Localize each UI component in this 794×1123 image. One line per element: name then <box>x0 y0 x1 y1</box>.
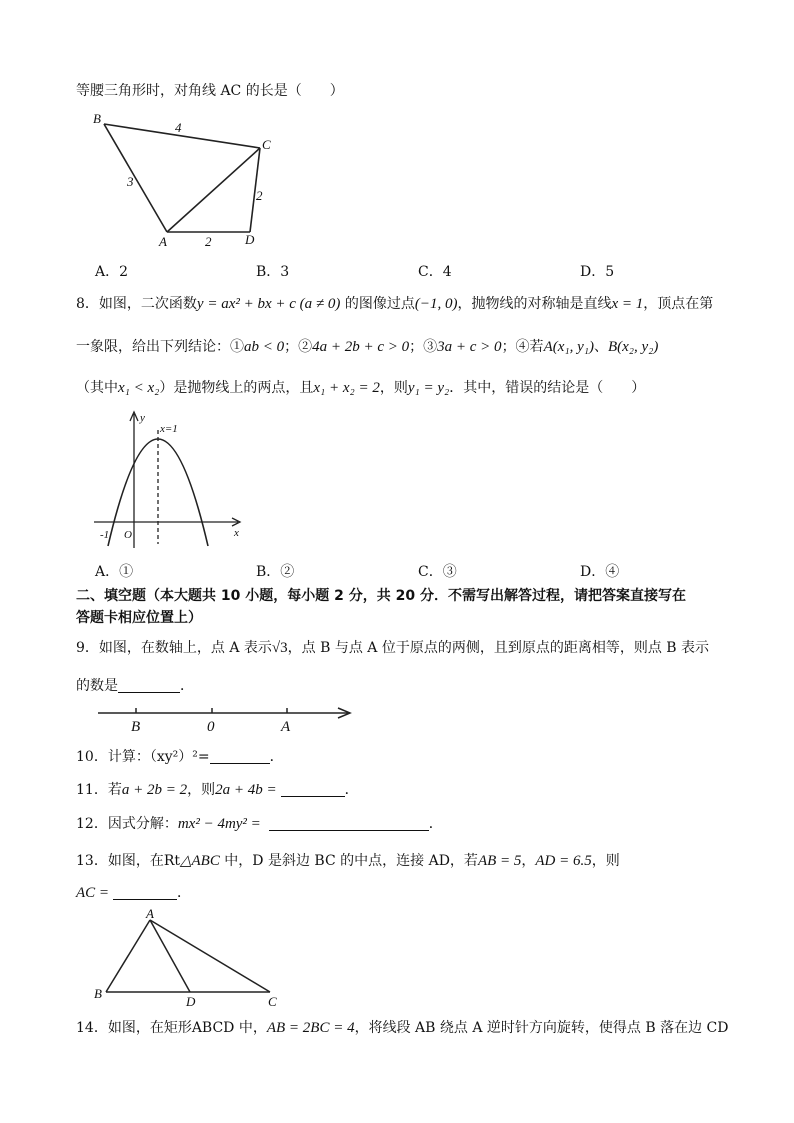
q9-label-zero: 0 <box>207 719 215 735</box>
q9-label-a: A <box>281 719 291 735</box>
q13-label-b: B <box>94 986 102 1001</box>
q7-label-b: B <box>93 111 101 126</box>
q13-edge-ab <box>106 920 150 992</box>
q9-answer-blank[interactable] <box>118 678 180 693</box>
q8-label-origin: O <box>124 529 132 541</box>
q7-option-d[interactable]: D．5 <box>580 264 615 280</box>
q13-label-d: D <box>186 994 196 1009</box>
q8-parabola-figure <box>90 408 250 553</box>
q8-stem-line-1: 8．如图，二次函数y = ax² + bx + c (a ≠ 0) 的图像过点(−1, 0)，抛物线的对称轴是直线x = 1，顶点在第 <box>76 296 714 312</box>
q8-label-y: y <box>140 412 145 424</box>
q9-number-line-figure <box>90 700 360 736</box>
q13-answer-blank[interactable] <box>113 885 177 900</box>
q7-label-c: C <box>262 137 271 152</box>
section-2-heading-line-2: 答题卡相应位置上） <box>76 610 202 626</box>
q14-stem-line-1: 14．如图，在矩形ABCD 中，AB = 2BC = 4，将线段 AB 绕点 A 逆时针方向旋转，使得点 B 落在边 CD <box>76 1020 729 1036</box>
q7-quadrilateral-figure <box>90 108 280 256</box>
section-2-heading-line-1: 二、填空题（本大题共 10 小题，每小题 2 分，共 20 分．不需写出解答过程，请把答案直接写在 <box>76 588 686 604</box>
q13-segment-ad <box>150 920 190 992</box>
q12-stem: 12．因式分解：mx² − 4my² = ． <box>76 816 443 832</box>
q7-diagonal-ac <box>167 148 260 232</box>
q13-label-a: A <box>146 906 154 921</box>
q7-label-a: A <box>159 234 167 249</box>
q10-answer-blank[interactable] <box>210 749 270 764</box>
q10-stem: 10．计算：（xy²）²= ． <box>76 749 284 765</box>
q7-length-ab: 3 <box>127 174 134 189</box>
q11-answer-blank[interactable] <box>281 782 345 797</box>
q8-option-c[interactable]: C．③ <box>418 564 457 580</box>
q13-edge-ac <box>150 920 270 992</box>
q9-label-b: B <box>131 719 141 735</box>
q7-edge-ab <box>104 124 167 232</box>
q7-label-d: D <box>245 232 255 247</box>
q7-length-cd: 2 <box>256 188 263 203</box>
q8-stem-line-3: （其中x₁ < x₂）是抛物线上的两点，且x₁ + x₂ = 2，则y₁ = y₂．其中，错误的结论是（ ） <box>76 380 646 396</box>
q12-answer-blank[interactable] <box>269 816 429 831</box>
q13-triangle-figure <box>90 906 290 1010</box>
q7-stem-tail: 等腰三角形时，对角线 AC 的长是（ ） <box>76 83 344 99</box>
q8-option-b[interactable]: B．② <box>256 564 295 580</box>
q7-edge-bc <box>104 124 260 148</box>
q7-length-bc: 4 <box>175 120 182 135</box>
q13-stem-line-1: 13．如图，在Rt△ABC 中，D 是斜边 BC 的中点，连接 AD，若AB = 5，AD = 6.5，则 <box>76 853 620 869</box>
q8-option-a[interactable]: A．① <box>95 564 134 580</box>
q9-stem-line-2: 的数是 ． <box>76 678 194 694</box>
q13-stem-line-2: AC = ． <box>76 885 192 901</box>
q7-option-b[interactable]: B．3 <box>256 264 290 280</box>
q8-label-x: x <box>234 527 239 539</box>
q7-length-ad: 2 <box>205 234 212 249</box>
q9-stem-line-1: 9．如图，在数轴上，点 A 表示√3，点 B 与点 A 位于原点的两侧，且到原点的距离相等，则点 B 表示 <box>76 640 710 656</box>
q8-label-minus-one: -1 <box>100 529 110 541</box>
q7-option-c[interactable]: C．4 <box>418 264 452 280</box>
q11-stem: 11．若a + 2b = 2，则2a + 4b = ． <box>76 782 359 798</box>
q8-stem-line-2: 一象限，给出下列结论：①ab < 0；②4a + 2b + c > 0；③3a + c > 0；④若A(x₁, y₁)、B(x₂, y₂) <box>76 339 659 355</box>
q7-option-a[interactable]: A．2 <box>95 264 129 280</box>
q8-label-axis: x=1 <box>160 423 178 435</box>
q8-option-d[interactable]: D．④ <box>580 564 620 580</box>
q13-label-c: C <box>268 994 277 1009</box>
